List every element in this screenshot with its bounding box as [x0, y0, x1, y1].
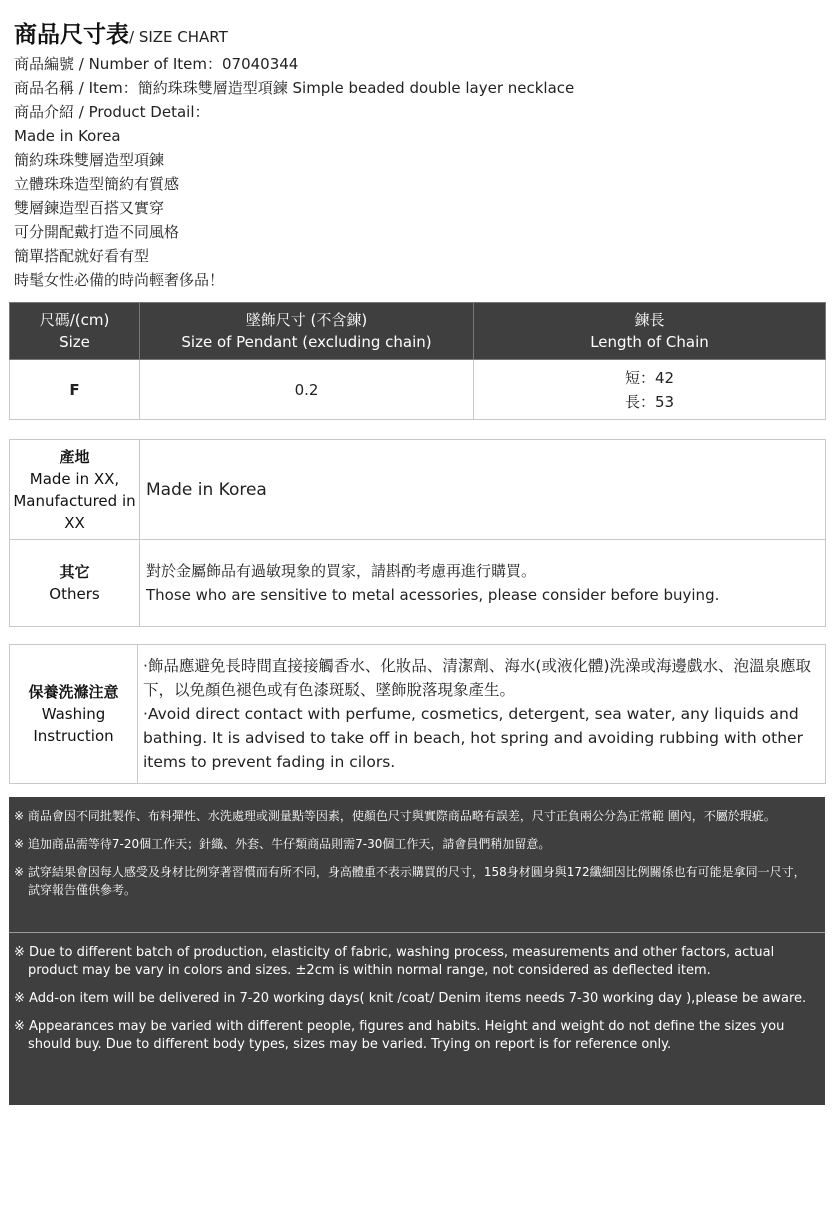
washing-label-en: Washing Instruction	[33, 705, 114, 745]
table-row	[10, 360, 826, 420]
page-title	[14, 16, 228, 49]
header-size-zh: 尺碼/(cm)	[39, 311, 110, 329]
info-line-detail-2: 簡約珠珠雙層造型項鍊	[14, 151, 165, 169]
product-info	[14, 52, 574, 292]
washing-label	[10, 645, 138, 784]
size-table	[9, 302, 826, 420]
cell-chain	[474, 360, 826, 420]
info-line-detail-5: 可分開配戴打造不同風格	[14, 223, 180, 241]
cell-chain-long: 長：53	[624, 392, 675, 411]
note-en-1: ※ Due to different batch of production, elasticity of fabric, washing process, measurements and other factors, actual product may be vary in colors and sizes. ±2cm is within normal range, not considered as deflected item.	[14, 945, 775, 978]
info-line-detail-4: 雙層鍊造型百搭又實穿	[14, 199, 165, 217]
cell-chain-short: 短：42	[624, 368, 675, 387]
note-zh-2: ※ 追加商品需等待7-20個工作天；針織、外套、牛仔類商品則需7-30個工作天，請會員們稍加留意。	[14, 837, 551, 851]
info-line-product-detail: 商品介紹 / Product Detail：	[14, 103, 210, 121]
info-line-item-number: 商品編號 / Number of Item：07040344	[14, 55, 299, 73]
info-line-detail-6: 簡單搭配就好看有型	[14, 247, 150, 265]
info-line-detail-1: Made in Korea	[14, 127, 121, 145]
others-value-en: Those who are sensitive to metal acessories, please consider before buying.	[146, 586, 720, 604]
info-line-detail-3: 立體珠珠造型簡約有質感	[14, 175, 180, 193]
info-line-detail-7: 時髦女性必備的時尚輕奢侈品！	[14, 271, 225, 289]
table-row-others	[10, 540, 826, 627]
washing-value-en: ·Avoid direct contact with perfume, cosmetics, detergent, sea water, any liquids and bathing. It is advised to take off in beach, hot spring and avoiding rubbing with other items to prevent fading in cilors.	[143, 705, 803, 771]
header-pendant	[140, 303, 474, 360]
others-label-zh: 其它	[59, 563, 90, 581]
others-value-zh: 對於金屬飾品有過敏現象的買家，請斟酌考慮再進行購買。	[146, 562, 537, 580]
header-pendant-en: Size of Pendant (excluding chain)	[181, 333, 432, 351]
notes-divider	[9, 932, 825, 933]
note-en-2: ※ Add-on item will be delivered in 7-20 working days( knit /coat/ Denim items needs 7-30 working day ),please be aware.	[14, 991, 807, 1006]
table-row-origin	[10, 440, 826, 540]
origin-others-table	[9, 439, 826, 627]
washing-label-zh: 保養洗滌注意	[28, 683, 119, 701]
notes-zh	[14, 807, 814, 909]
header-chain-zh: 鍊長	[634, 311, 665, 329]
note-en-3: ※ Appearances may be varied with different people, figures and habits. Height and weight do not define the sizes you should buy. Due to different body types, sizes may be varied. Trying on report is for reference only.	[14, 1019, 785, 1052]
origin-label-zh: 產地	[59, 447, 90, 466]
table-row-washing	[10, 645, 826, 784]
header-size-en: Size	[59, 333, 90, 351]
note-zh-3: ※ 試穿結果會因每人感受及身材比例穿著習慣而有所不同，身高體重不表示購買的尺寸，158身材圓身與172纖細因比例關係也有可能是拿同一尺寸，試穿報告僅供參考。	[14, 865, 806, 897]
header-chain	[474, 303, 826, 360]
cell-size: F	[10, 360, 140, 420]
title-main: 商品尺寸表	[14, 22, 129, 48]
info-line-item-name: 商品名稱 / Item：簡約珠珠雙層造型項鍊 Simple beaded double layer necklace	[14, 79, 575, 97]
header-size	[10, 303, 140, 360]
notes-en	[14, 944, 820, 1064]
washing-table	[9, 644, 826, 784]
washing-value	[138, 645, 826, 784]
notes-panel	[9, 797, 825, 1105]
others-label-en: Others	[49, 585, 100, 603]
origin-value: Made in Korea	[140, 440, 826, 540]
title-sub: / SIZE CHART	[129, 28, 228, 46]
washing-value-zh: ·飾品應避免長時間直接接觸香水、化妝品、清潔劑、海水(或液化體)洗澡或海邊戲水、泡溫泉應取下，以免顏色褪色或有色漆斑駁、墜飾脫落現象產生。	[143, 657, 812, 699]
header-chain-en: Length of Chain	[590, 333, 709, 351]
cell-pendant: 0.2	[140, 360, 474, 420]
others-value	[140, 540, 826, 627]
header-pendant-zh: 墜飾尺寸 (不含鍊)	[245, 311, 368, 329]
others-label	[10, 540, 140, 627]
note-zh-1: ※ 商品會因不同批製作、布料彈性、水洗處理或測量點等因素，使顏色尺寸與實際商品略有誤差，尺寸正負兩公分為正常範 圍內，不屬於瑕疵。	[14, 809, 776, 823]
size-table-header	[10, 303, 826, 360]
origin-label	[10, 440, 140, 540]
origin-label-en: Made in XX, Manufactured in XX	[13, 469, 136, 532]
